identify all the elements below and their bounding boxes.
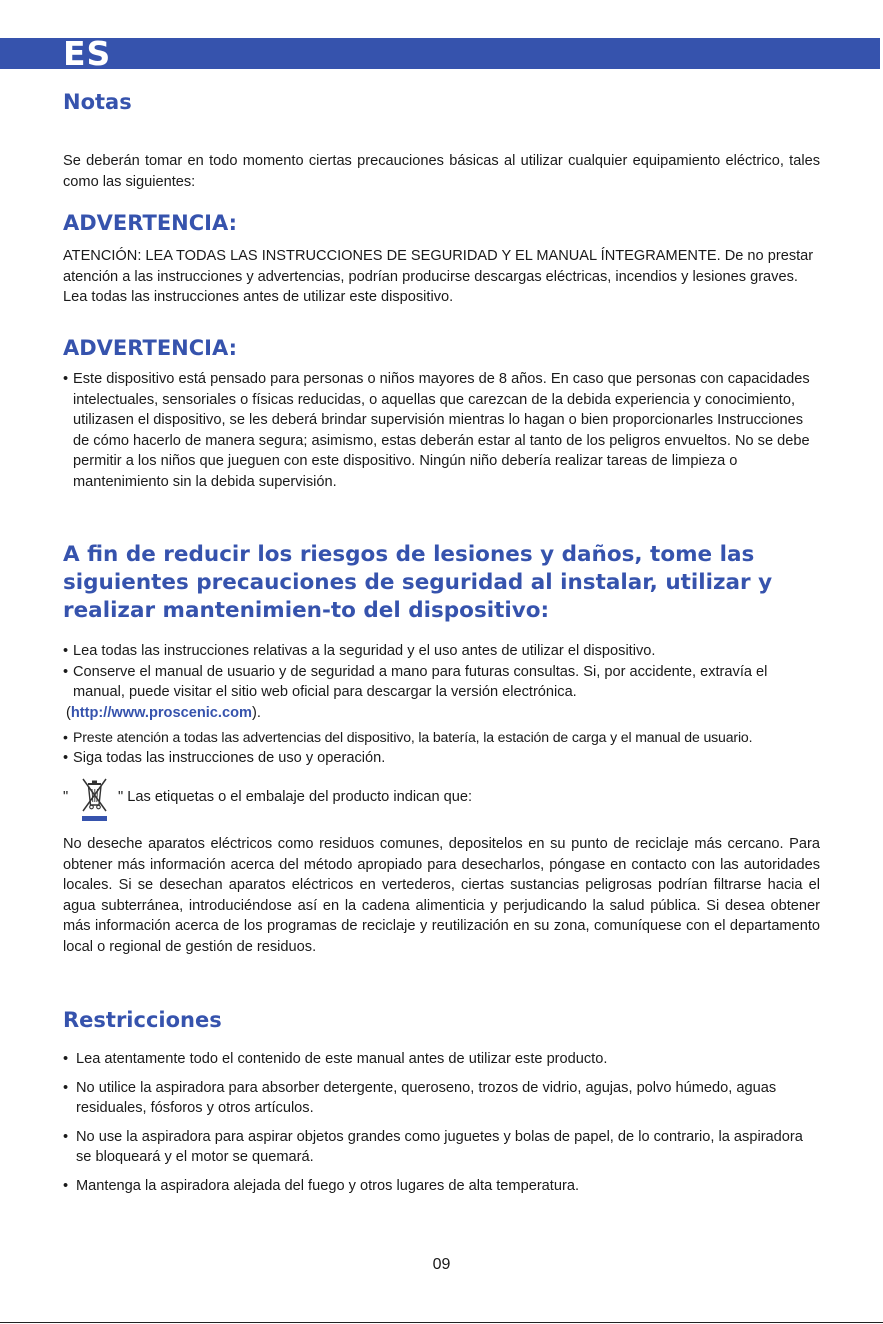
safety-item-2 bbox=[63, 662, 825, 703]
safety-item-2-text: Conserve el manual de usuario y de seguridad a mano para futuras consultas. Si, por accidente, extravía el manual, puede visitar el sitio web oficial para descargar la versión electrónica. bbox=[73, 663, 768, 700]
safety-item-4: • Siga todas las instrucciones de uso y operación. bbox=[63, 748, 833, 769]
safety-item-1: • Lea todas las instrucciones relativas a la seguridad y el uso antes de utilizar el dispositivo. bbox=[63, 641, 825, 662]
website-link[interactable]: http://www.proscenic.com bbox=[70, 705, 252, 721]
restrictions-list bbox=[63, 1049, 808, 1204]
page-number: 09 bbox=[432, 1256, 451, 1273]
website-line bbox=[66, 703, 261, 724]
footer-rule bbox=[0, 1322, 883, 1323]
safety-item-3: • Preste atención a todas las advertencias del dispositivo, la batería, la estación de carga y el manual de usuario. bbox=[63, 727, 833, 748]
language-banner bbox=[0, 34, 880, 73]
warning1-heading: ADVERTENCIA: bbox=[63, 211, 238, 235]
paren-close: ). bbox=[251, 705, 261, 721]
restriction-item-2: • No utilice la aspiradora para absorber detergente, queroseno, trozos de vidrio, agujas, polvo húmedo, aguas residuales, fósforos y otros artículos. bbox=[63, 1078, 808, 1119]
weee-label-text: " Las etiquetas o el embalaje del producto indican que: bbox=[118, 789, 473, 805]
restriction-item-3: • No use la aspiradora para aspirar objetos grandes como juguetes y bolas de papel, de lo contrario, la aspiradora se bloqueará y el motor se quemará. bbox=[63, 1127, 808, 1168]
weee-label-row bbox=[63, 777, 563, 825]
notas-heading: Notas bbox=[63, 90, 132, 114]
restriction-item-1: • Lea atentamente todo el contenido de este manual antes de utilizar este producto. bbox=[63, 1049, 808, 1070]
restrictions-heading: Restricciones bbox=[63, 1008, 222, 1032]
restriction-item-4: • Mantenga la aspiradora alejada del fuego y otros lugares de alta temperatura. bbox=[63, 1176, 808, 1197]
warning2-heading: ADVERTENCIA: bbox=[63, 336, 238, 360]
safety-heading: A fin de reducir los riesgos de lesiones y daños, tome las siguientes precauciones de seguridad al instalar, utilizar y realizar mantenimien-to del dispositivo: bbox=[63, 542, 773, 623]
safety-list-cont bbox=[63, 727, 833, 768]
disposal-text: No deseche aparatos eléctricos como residuos comunes, depositelos en su punto de reciclaje más cercano. Para obtener más información acerca del método apropiado para desecharlos, póngase en contacto con las autoridades locales. Si se desechan aparatos eléctricos en vertederos, ciertas sustancias peligrosas podrían filtrarse hacia el agua subterránea, introduciéndose así en la cadena alimenticia y perjudicando la salud pública. Si desea obtener más información acerca de los programas de reciclaje y reutilización en su zona, comuníquese con el departamento local o regional de gestión de residuos. bbox=[63, 836, 820, 955]
safety-list bbox=[63, 641, 825, 703]
paren-open: ( bbox=[66, 705, 71, 721]
notas-intro: Se deberán tomar en todo momento ciertas precauciones básicas al utilizar cualquier equipamiento eléctrico, tales como las siguientes: bbox=[63, 153, 820, 190]
quote-open: " bbox=[63, 789, 69, 805]
warning2-item: • Este dispositivo está pensado para personas o niños mayores de 8 años. En caso que personas con capacidades intelectuales, sensoriales o físicas reducidas, o aquellas que carezcan de la debida experiencia y conocimiento, utilizasen el dispositivo, se les deberá brindar supervisión mientras lo hagan o bien proporcionarles Instrucciones de cómo hacerlo de manera segura; asimismo, estas deberán estar al tanto de los peligros envueltos. No se debe permitir a los niños que jueguen con este dispositivo. Ningún niño debería realizar tareas de limpieza o mantenimiento sin la debida supervisión. bbox=[63, 369, 823, 492]
warning1-text: ATENCIÓN: LEA TODAS LAS INSTRUCCIONES DE SEGURIDAD Y EL MANUAL ÍNTEGRAMENTE. De no prestar atención a las instrucciones y advertencias, podrían producirse descargas eléctricas, incendios y lesiones graves. Lea todas las instrucciones antes de utilizar este dispositivo. bbox=[63, 248, 814, 305]
crossed-out-wheelie-bin-icon bbox=[79, 777, 109, 823]
language-code: ES bbox=[63, 34, 112, 73]
warning2-list bbox=[63, 369, 823, 492]
